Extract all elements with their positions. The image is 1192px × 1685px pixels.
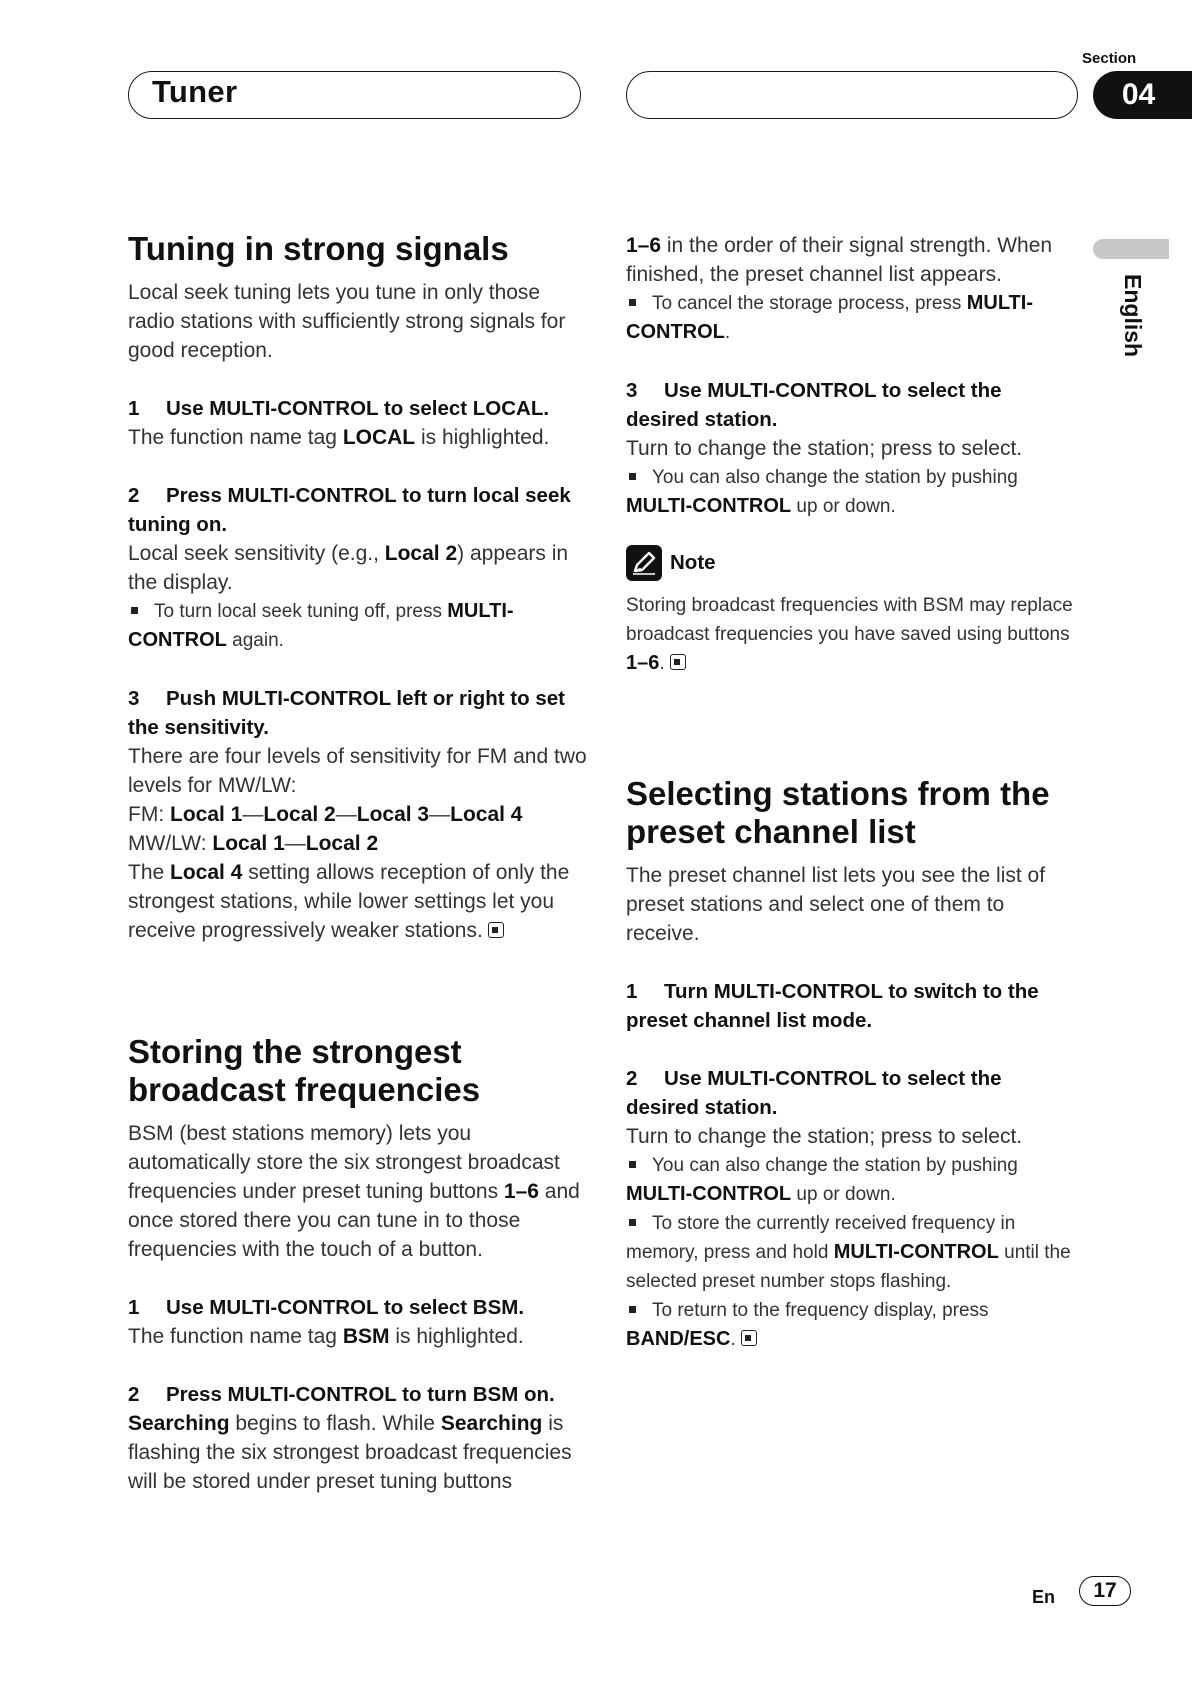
bsm-continued: 1–6 in the order of their signal strength. When finished, the preset channel list appears. xyxy=(626,234,1053,286)
intro-local-seek: Local seek tuning lets you tune in only those radio stations with sufficiently strong signals for good reception. xyxy=(128,281,566,362)
end-of-section-icon xyxy=(670,654,686,670)
header-empty-frame xyxy=(626,71,1078,119)
bullet-square-icon xyxy=(629,473,636,480)
step-select-desired-station-body: Turn to change the station; press to select. xyxy=(626,437,1023,460)
bullet-square-icon xyxy=(629,1161,636,1168)
step-select-preset-station-body: Turn to change the station; press to select. xyxy=(626,1125,1023,1148)
step-turn-local-on: 2 Press MULTI-CONTROL to turn local seek tuning on. xyxy=(128,484,571,536)
bullet-square-icon xyxy=(629,1219,636,1226)
bullet-change-station: You can also change the station by pushing MULTI-CONTROL up or down. xyxy=(626,467,1018,517)
heading-storing-strongest: Storing the strongest broadcast frequencies xyxy=(128,1033,481,1108)
bullet-return-frequency-display: To return to the frequency display, press BAND/ESC. xyxy=(626,1300,989,1350)
step-turn-bsm-on-body: Searching begins to flash. While Searching is flashing the six strongest broadcast frequencies will be stored under preset tuning buttons xyxy=(128,1412,572,1493)
section-number: 04 xyxy=(1093,71,1192,119)
page-title: Tuner xyxy=(152,74,238,109)
intro-bsm: BSM (best stations memory) lets you automatically store the six strongest broadcast frequencies under preset tuning buttons 1–6 and once stored there you can tune in to those frequencies with the touch of a button. xyxy=(128,1122,580,1261)
footer-language-code: En xyxy=(1032,1587,1056,1607)
step-select-bsm: 1 Use MULTI-CONTROL to select BSM. xyxy=(128,1296,525,1319)
heading-selecting-stations: Selecting stations from the preset channel list xyxy=(626,775,1050,850)
page-number: 17 xyxy=(1079,1576,1131,1606)
language-tab xyxy=(1093,239,1169,259)
mw-lw-levels: MW/LW: Local 1—Local 2 xyxy=(128,832,379,855)
step-select-preset-station: 2 Use MULTI-CONTROL to select the desired station. xyxy=(626,1067,1002,1119)
step-select-desired-station: 3 Use MULTI-CONTROL to select the desired station. xyxy=(626,379,1002,431)
intro-preset-list: The preset channel list lets you see the list of preset stations and select one of them to receive. xyxy=(626,864,1046,945)
step-turn-local-on-body: Local seek sensitivity (e.g., Local 2) appears in the display. xyxy=(128,542,569,594)
end-of-section-icon xyxy=(488,922,504,938)
bullet-square-icon xyxy=(131,607,138,614)
fm-levels: FM: Local 1—Local 2—Local 3—Local 4 xyxy=(128,803,523,826)
local4-description: The Local 4 setting allows reception of only the strongest stations, while lower settings let you receive progressively weaker stations. xyxy=(128,861,570,942)
end-of-section-icon xyxy=(741,1330,757,1346)
bullet-turn-local-off: To turn local seek tuning off, press MULTI-CONTROL again. xyxy=(128,600,514,651)
bullet-change-station-preset: You can also change the station by pushing MULTI-CONTROL up or down. xyxy=(626,1155,1018,1205)
step-switch-preset-list: 1 Turn MULTI-CONTROL to switch to the preset channel list mode. xyxy=(626,980,1039,1032)
bullet-square-icon xyxy=(629,1306,636,1313)
note-header xyxy=(626,545,1076,581)
section-label: Section xyxy=(1082,50,1137,67)
note-label: Note xyxy=(670,551,716,574)
note-text: Storing broadcast frequencies with BSM may replace broadcast frequencies you have saved using buttons 1–6. xyxy=(626,595,1073,674)
left-column xyxy=(128,230,588,945)
language-label: English xyxy=(1120,274,1146,358)
sensitivity-levels: There are four levels of sensitivity for FM and two levels for MW/LW: xyxy=(128,745,587,797)
step-turn-bsm-on: 2 Press MULTI-CONTROL to turn BSM on. xyxy=(128,1383,555,1406)
right-column-preset xyxy=(626,775,1076,1354)
bullet-cancel-storage: To cancel the storage process, press MULTI-CONTROL. xyxy=(626,292,1033,343)
bullet-store-frequency: To store the currently received frequency in memory, press and hold MULTI-CONTROL until the selected preset number stops flashing. xyxy=(626,1213,1071,1292)
note-pencil-icon xyxy=(626,545,662,581)
bullet-square-icon xyxy=(629,299,636,306)
right-column xyxy=(626,231,1076,678)
step-select-bsm-body: The function name tag BSM is highlighted. xyxy=(128,1325,524,1348)
step-set-sensitivity: 3 Push MULTI-CONTROL left or right to set the sensitivity. xyxy=(128,687,565,739)
step-select-local: 1 Use MULTI-CONTROL to select LOCAL. xyxy=(128,397,550,420)
step-select-local-body: The function name tag LOCAL is highlighted. xyxy=(128,426,550,449)
left-column-bsm xyxy=(128,1033,588,1496)
heading-tuning-strong-signals: Tuning in strong signals xyxy=(128,230,509,267)
